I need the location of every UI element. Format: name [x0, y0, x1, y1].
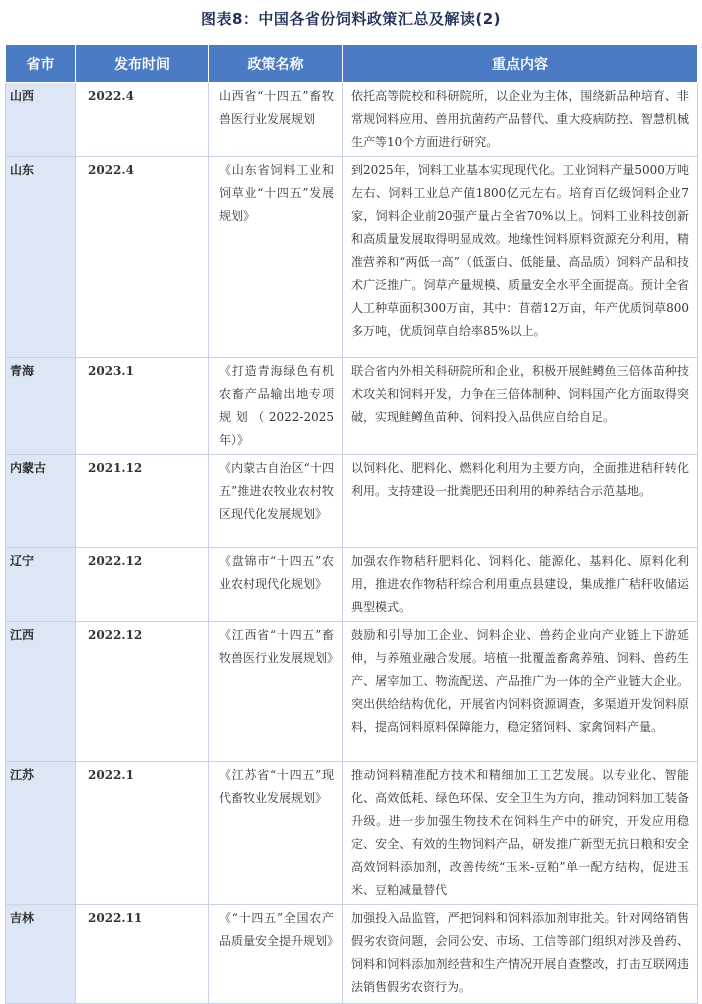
policy-cell: 《盘锦市“十四五”农业农村现代化规划》: [209, 548, 343, 622]
policy-cell: 《打造青海绿色有机农畜产品输出地专项规划（2022-2025年）》: [209, 358, 343, 455]
table-row: [6, 548, 698, 622]
policy-table: [5, 44, 698, 1004]
province-cell: 青海: [6, 358, 76, 455]
province-cell: 内蒙古: [6, 455, 76, 548]
policy-cell: 《内蒙古自治区“十四五”推进农牧业农村牧区现代化发展规划》: [209, 455, 343, 548]
date-cell: 2022.4: [76, 157, 209, 358]
content-cell: 推动饲料精准配方技术和精细加工工艺发展。以专业化、智能化、高效低耗、绿色环保、安全卫生为方向，推动饲料加工装备升级。进一步加强生物技术在饲料生产中的研究，开发应用稳定、安全、有效的生物饲料产品，研发推广新型无抗日粮和安全高效饲料添加剂，改善传统“玉米-豆粕”单一配方结构，促进玉米、豆粕减量替代: [343, 762, 698, 905]
header-content: 重点内容: [343, 45, 698, 83]
policy-cell: 山西省“十四五”畜牧兽医行业发展规划: [209, 83, 343, 157]
content-cell: 到2025年，饲料工业基本实现现代化。工业饲料产量5000万吨左右、饲料工业总产值1800亿元左右。培育百亿级饲料企业7家，饲料企业前20强产量占全省70%以上。饲料工业科技创新和高质量发展取得明显成效。地缘性饲料原料资源充分利用，精准营养和“两低一高”（低蛋白、低能量、高品质）饲料产品和技术广泛推广。饲草产量规模、质量安全水平全面提高。预计全省人工种草面积300万亩，其中：苜蓿12万亩，年产优质饲草800多万吨，优质饲草自给率85%以上。: [343, 157, 698, 358]
table-row: [6, 455, 698, 548]
date-cell: 2022.4: [76, 83, 209, 157]
content-cell: 加强农作物秸秆肥料化、饲料化、能源化、基料化、原料化利用，推进农作物秸秆综合利用重点县建设，集成推广秸秆收储运典型模式。: [343, 548, 698, 622]
province-cell: 江西: [6, 622, 76, 762]
date-cell: 2023.1: [76, 358, 209, 455]
table-row: [6, 157, 698, 358]
date-cell: 2021.12: [76, 455, 209, 548]
province-cell: 辽宁: [6, 548, 76, 622]
table-row: [6, 762, 698, 905]
table-row: [6, 622, 698, 762]
figure-title: 图表8：中国各省份饲料政策汇总及解读(2): [200, 10, 502, 28]
policy-cell: 《“十四五”全国农产品质量安全提升规划》: [209, 905, 343, 1004]
province-cell: 山西: [6, 83, 76, 157]
table-row: [6, 358, 698, 455]
header-date: 发布时间: [76, 45, 209, 83]
province-cell: 江苏: [6, 762, 76, 905]
content-cell: 鼓励和引导加工企业、饲料企业、兽药企业向产业链上下游延伸，与养殖业融合发展。培植一批覆盖畜禽养殖、饲料、兽药生产、屠宰加工、物流配送、产品推广为一体的全产业链大企业。突出供给结构优化，开展省内饲料资源调查，多渠道开发饲料原料，提高饲料原料保障能力，稳定猪饲料、家禽饲料产量。: [343, 622, 698, 762]
policy-cell: 《江苏省“十四五”现代畜牧业发展规划》: [209, 762, 343, 905]
date-cell: 2022.11: [76, 905, 209, 1004]
table-row: [6, 83, 698, 157]
table-header-row: [6, 45, 698, 83]
policy-cell: 《江西省“十四五”畜牧兽医行业发展规划》: [209, 622, 343, 762]
content-cell: 联合省内外相关科研院所和企业，积极开展鲑鳟鱼三倍体苗种技术攻关和饲料开发，力争在三倍体制种、饲料国产化方面取得突破，实现鲑鳟鱼苗种、饲料投入品供应自给自足。: [343, 358, 698, 455]
content-cell: 加强投入品监管，严把饲料和饲料添加剂审批关。针对网络销售假劣农资问题，会同公安、市场、工信等部门组织对涉及兽药、饲料和饲料添加剂经营和生产情况开展自查整改，打击互联网违法销售假劣农资行为。: [343, 905, 698, 1004]
province-cell: 吉林: [6, 905, 76, 1004]
header-policy: 政策名称: [209, 45, 343, 83]
date-cell: 2022.12: [76, 622, 209, 762]
province-cell: 山东: [6, 157, 76, 358]
date-cell: 2022.1: [76, 762, 209, 905]
content-cell: 以饲料化、肥料化、燃料化利用为主要方向，全面推进秸秆转化利用。支持建设一批粪肥还田利用的种养结合示范基地。: [343, 455, 698, 548]
header-province: 省市: [6, 45, 76, 83]
date-cell: 2022.12: [76, 548, 209, 622]
policy-cell: 《山东省饲料工业和饲草业“十四五”发展规划》: [209, 157, 343, 358]
content-cell: 依托高等院校和科研院所，以企业为主体，围绕新品种培育、非常规饲料应用、兽用抗菌药产品替代、重大疫病防控、智慧机械生产等10个方面进行研究。: [343, 83, 698, 157]
